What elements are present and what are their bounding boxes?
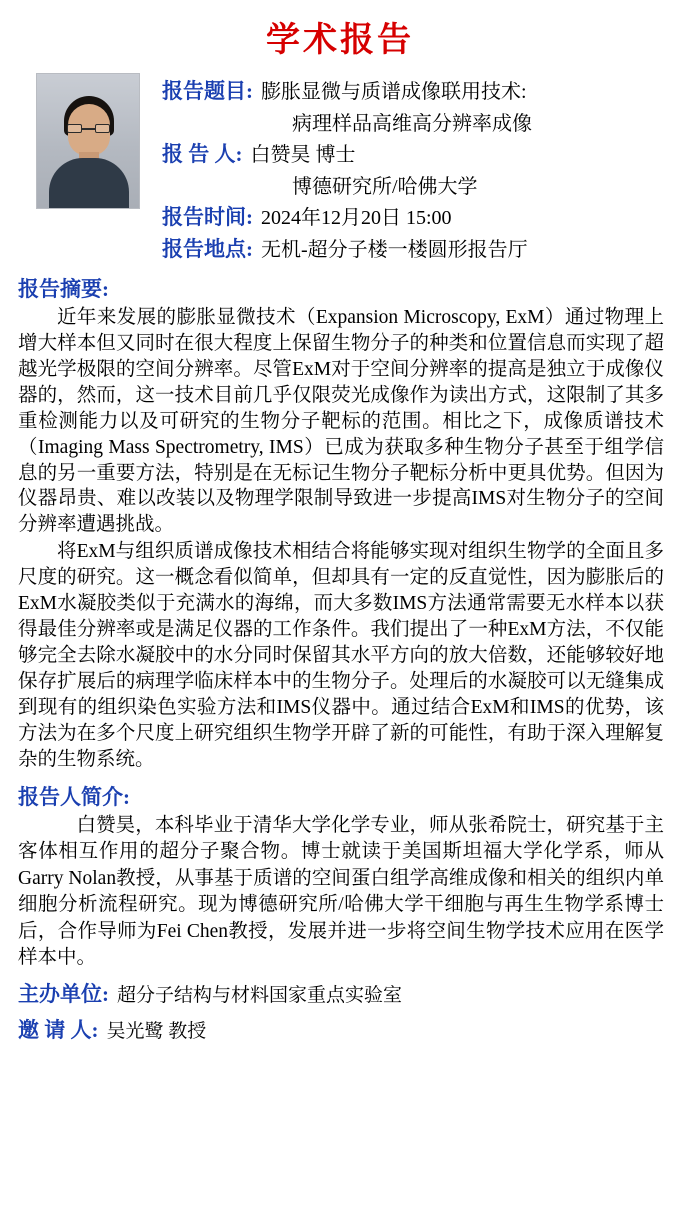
page-title: 学术报告 (266, 20, 414, 60)
portrait-glasses-bridge (82, 128, 95, 130)
speaker-name: 白赞昊 博士 (250, 144, 356, 166)
portrait-glasses-right (95, 124, 110, 133)
bio-text: 白赞昊，本科毕业于清华大学化学专业，师从张希院士，研究基于主客体相互作用的超分子聚合物。博士就读于美国斯坦福大学化学系，师从Garry Nolan教授，从事基于质谱的空间蛋白组学高维成像和相关的组织内单细胞分析流程研究。现为博德研究所/哈佛大学干细胞与再生生物学系博士后，合作导师为Fei Chen教授，发展并进一步将空间生物学技术应用在医学样本中。 (18, 814, 664, 969)
speaker-row (162, 138, 532, 168)
inviter-label: 邀 请 人: (18, 1017, 99, 1042)
topic-value-line2: 病理样品高维高分辨率成像 (292, 113, 532, 135)
portrait-glasses-left (67, 124, 82, 133)
host-label: 主办单位: (18, 981, 109, 1006)
topic-label: 报告题目: (162, 79, 253, 103)
time-value: 2024年12月20日 15:00 (261, 207, 452, 229)
info-fields (162, 67, 532, 265)
host-row (18, 978, 668, 1008)
speaker-photo (36, 73, 140, 209)
inviter-value: 吴光鹭 教授 (106, 1020, 207, 1042)
place-value: 无机-超分子楼一楼圆形报告厅 (261, 239, 528, 261)
portrait-torso (49, 158, 129, 209)
host-value: 超分子结构与材料国家重点实验室 (117, 984, 403, 1006)
time-row (162, 201, 532, 231)
time-label: 报告时间: (162, 205, 253, 229)
header-block (12, 67, 668, 265)
place-row (162, 233, 532, 263)
speaker-label: 报 告 人: (162, 142, 243, 166)
topic-row (162, 75, 532, 105)
inviter-row (18, 1014, 668, 1044)
speaker-affiliation: 博德研究所/哈佛大学 (292, 176, 478, 198)
place-label: 报告地点: (162, 237, 253, 261)
bio-heading: 报告人简介: (18, 784, 130, 809)
abstract-paragraph-2: 将ExM与组织质谱成像技术相结合将能够实现对组织生物学的全面且多尺度的研究。这一概念看似简单，但却具有一定的反直觉性，因为膨胀后的ExM水凝胶类似于充满水的海绵，而大多数IMS方法通常需要无水样本以获得最佳分辨率或是满足仪器的工作条件。我们提出了一种ExM方法，不仅能够完全去除水凝胶中的水分同时保留其水平方向的放大倍数，还能够较好地保存扩展后的病理学临床样本中的生物分子。处理后的水凝胶可以无缝集成到现有的组织染色实验方法和IMS仪器中。通过结合ExM和IMS的优势，该方法为在多个尺度上研究组织生物学开辟了新的可能性，有助于深入理解复杂的生物系统。 (18, 541, 664, 770)
abstract-heading: 报告摘要: (18, 277, 109, 301)
abstract-paragraph-1: 近年来发展的膨胀显微技术（Expansion Microscopy, ExM）通过物理上增大样本但又同时在很大程度上保留生物分子的种类和位置信息而实现了超越光学极限的空间分辨率。尽管ExM对于空间分辨率的提高是独立于成像仪器的，然而，这一技术目前几乎仅限荧光成像作为读出方式，这限制了其多重检测能力以及可研究的生物分子靶标的范围。相比之下，成像质谱技术（Imaging Mass Spectrometry, IMS）已成为获取多种生物分子甚至于组学信息的另一重要方法，特别是在无标记生物分子靶标分析中更具优势。但因为仪器昂贵、难以改装以及物理学限制导致进一步提高IMS对生物分子的空间分辨率遭遇挑战。 (18, 307, 664, 536)
topic-value-line1: 膨胀显微与质谱成像联用技术: (261, 81, 527, 103)
